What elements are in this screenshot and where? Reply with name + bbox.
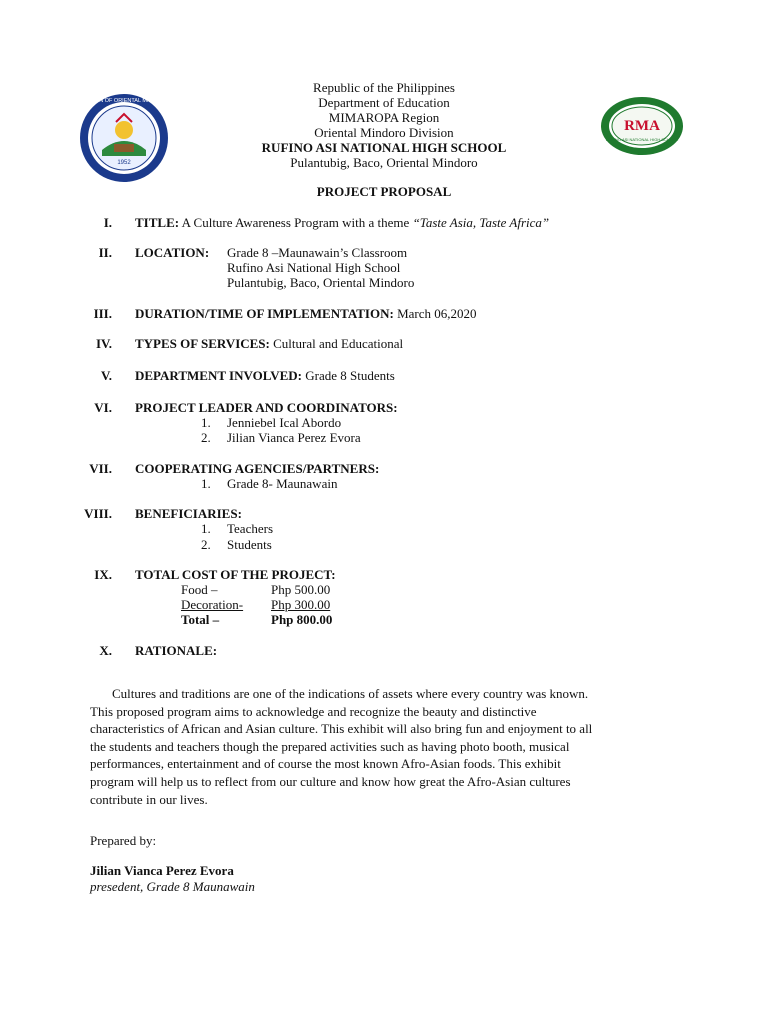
- header-department: Department of Education: [318, 95, 450, 110]
- rationale-paragraph: [90, 685, 680, 808]
- section-cost-label: TOTAL COST OF THE PROJECT:: [135, 567, 336, 582]
- section-number-6: VI.: [94, 400, 112, 415]
- list-item-number: 1.: [201, 415, 211, 430]
- section-department-value: Grade 8 Students: [301, 368, 395, 383]
- section-department: [135, 368, 395, 383]
- cost-amount: Php 500.00: [271, 582, 331, 597]
- section-title: [135, 215, 549, 230]
- cost-total-amount: Php 800.00: [271, 612, 333, 627]
- location-line: Grade 8 –Maunawain’s Classroom: [227, 245, 408, 260]
- section-department-label: DEPARTMENT INVOLVED:: [135, 368, 302, 383]
- section-number-4: IV.: [95, 336, 112, 351]
- section-number-9: IX.: [94, 567, 112, 582]
- section-partners-label: COOPERATING AGENCIES/PARTNERS:: [135, 461, 380, 476]
- section-beneficiaries-label: BENEFICIARIES:: [135, 506, 242, 521]
- document-title: PROJECT PROPOSAL: [316, 184, 452, 199]
- section-leaders-label: PROJECT LEADER AND COORDINATORS:: [135, 400, 398, 415]
- svg-text:RUFINO ASI NATIONAL HIGH SCHOO: RUFINO ASI NATIONAL HIGH SCHOOL: [605, 137, 679, 142]
- section-number-2: II.: [98, 245, 112, 260]
- rationale-line: characteristics of African and Asian culture. This exhibit will also bring fun and enjoyment to all: [90, 721, 593, 737]
- header-address: Pulantubig, Baco, Oriental Mindoro: [290, 155, 478, 170]
- section-rationale-label: RATIONALE:: [135, 643, 218, 658]
- cost-amount: Php 300.00: [271, 597, 331, 612]
- section-services-value: Cultural and Educational: [269, 336, 404, 351]
- section-number-7: VII.: [89, 461, 112, 476]
- cost-total-label: Total –: [181, 612, 220, 627]
- location-line: Rufino Asi National High School: [227, 260, 401, 275]
- section-title-value: A Culture Awareness Program with a theme: [179, 215, 413, 230]
- list-item: Students: [227, 537, 272, 552]
- rationale-line: contribute in our lives.: [90, 791, 208, 807]
- header-school-name: RUFINO ASI NATIONAL HIGH SCHOOL: [261, 140, 507, 155]
- section-title-theme: “Taste Asia, Taste Africa”: [412, 215, 550, 230]
- section-services: [135, 336, 403, 351]
- rationale-line: Cultures and traditions are one of the indications of assets where every country was known.: [112, 686, 589, 701]
- rationale-line: the students and teachers though the prepared activities such as having photo booth, musical: [90, 738, 570, 754]
- list-item-number: 2.: [201, 537, 211, 552]
- list-item: Grade 8- Maunawain: [227, 476, 338, 491]
- section-number-3: III.: [93, 306, 112, 321]
- svg-text:RMA: RMA: [624, 118, 660, 134]
- list-item: Jenniebel Ical Abordo: [227, 415, 342, 430]
- rationale-line: performances, entertainment and of course the most known Afro-Asian foods. This exhibit: [90, 756, 561, 772]
- cost-item: Decoration-: [181, 597, 244, 612]
- section-duration-value: March 06,2020: [393, 306, 477, 321]
- prepared-by-label: Prepared by:: [90, 833, 157, 848]
- section-number-5: V.: [101, 368, 112, 383]
- list-item: Teachers: [227, 521, 274, 536]
- section-location-label: LOCATION:: [135, 245, 210, 260]
- section-number-8: VIII.: [84, 506, 112, 521]
- section-duration-label: DURATION/TIME OF IMPLEMENTATION:: [135, 306, 394, 321]
- rationale-line: This proposed program aims to acknowledge and recognize the beauty and distinctive: [90, 703, 537, 719]
- section-title-label: TITLE:: [135, 215, 180, 230]
- list-item-number: 1.: [201, 521, 211, 536]
- list-item: Jilian Vianca Perez Evora: [227, 430, 361, 445]
- header-division: Oriental Mindoro Division: [314, 125, 454, 140]
- svg-text:1952: 1952: [117, 160, 131, 166]
- section-services-label: TYPES OF SERVICES:: [135, 336, 270, 351]
- list-item-number: 2.: [201, 430, 211, 445]
- header-republic: Republic of the Philippines: [313, 80, 455, 95]
- section-number-10: X.: [99, 643, 112, 658]
- section-duration: [135, 306, 477, 321]
- location-line: Pulantubig, Baco, Oriental Mindoro: [227, 275, 415, 290]
- section-number-1: I.: [103, 215, 112, 230]
- rationale-line: program will help us to reflect from our culture and know how great the Afro-Asian cultures: [90, 773, 571, 789]
- signatory-name: Jilian Vianca Perez Evora: [90, 863, 234, 878]
- list-item-number: 1.: [201, 476, 211, 491]
- header-region: MIMAROPA Region: [328, 110, 440, 125]
- svg-text:DIVISION OF ORIENTAL MINDORO: DIVISION OF ORIENTAL MINDORO: [79, 98, 169, 104]
- cost-item: Food –: [181, 582, 218, 597]
- signatory-title: presedent, Grade 8 Maunawain: [90, 879, 255, 894]
